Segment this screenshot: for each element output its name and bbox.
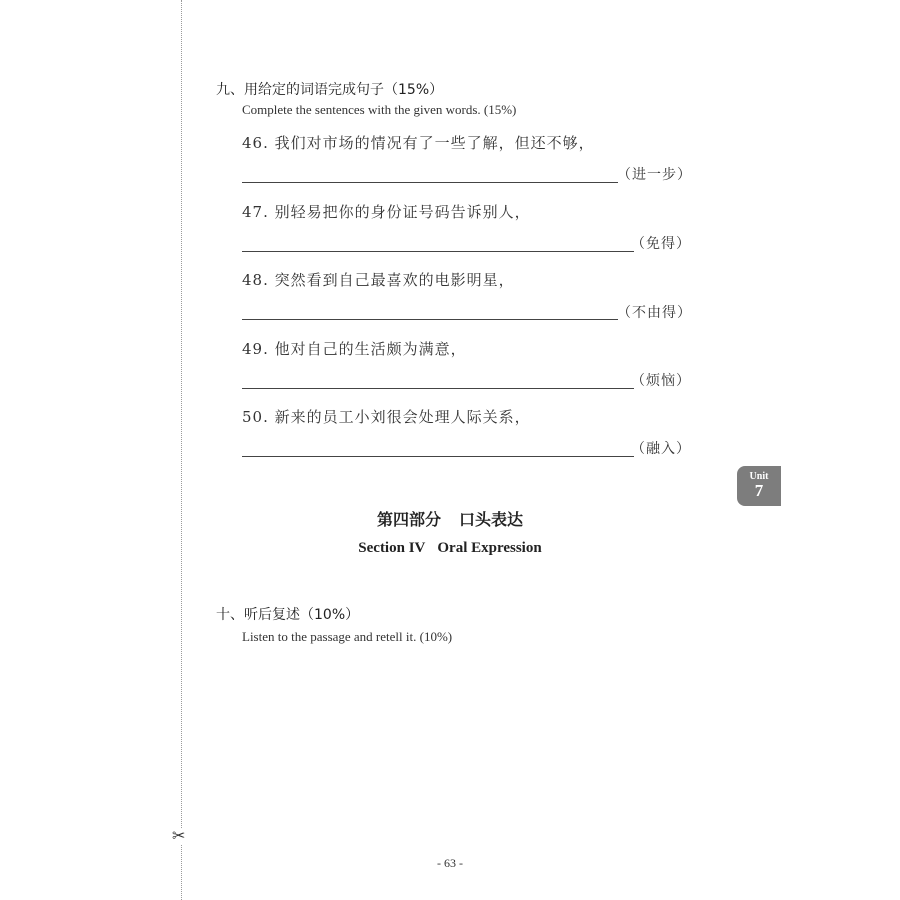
question-49-text: 49. 他对自己的生活颇为满意， [242, 340, 467, 358]
page-number: - 63 - [437, 856, 463, 870]
part-4-title [0, 507, 900, 530]
question-47-text: 47. 别轻易把你的身份证号码告诉别人， [242, 203, 531, 221]
unit-tab-label: Unit [749, 471, 769, 482]
question-47-hint: （免得） [631, 236, 691, 252]
part-4-subtitle-name: Oral Expression [437, 540, 542, 556]
cut-line [181, 0, 182, 900]
question-46-text: 46. 我们对市场的情况有了一些了解，但还不够， [242, 134, 595, 152]
question-46-hint: （进一步） [617, 167, 692, 183]
unit-tab [737, 466, 781, 506]
question-48-hint: （不由得） [617, 305, 692, 321]
part-4-subtitle-part: Section IV [358, 540, 426, 556]
section-10-heading: 十、听后复述（10%） [216, 607, 360, 623]
question-50-hint: （融入） [631, 441, 691, 457]
question-47-answer-line[interactable] [242, 251, 634, 252]
question-49-answer-line[interactable] [242, 388, 634, 389]
question-49-hint: （烦恼） [631, 373, 691, 389]
question-50-answer-line[interactable] [242, 456, 634, 457]
unit-tab-number: 7 [754, 481, 764, 500]
part-4-title-part: 第四部分 [376, 510, 441, 529]
question-48-text: 48. 突然看到自己最喜欢的电影明星， [242, 271, 515, 289]
scissors-icon: ✂ [172, 826, 186, 845]
question-50-text: 50. 新来的员工小刘很会处理人际关系， [242, 408, 531, 426]
part-4-subtitle [0, 540, 900, 557]
question-48-answer-line[interactable] [242, 319, 618, 320]
question-46-answer-line[interactable] [242, 182, 618, 183]
section-9-heading: 九、用给定的词语完成句子（15%） [216, 82, 444, 98]
section-9-subtitle: Complete the sentences with the given words. (15%) [242, 102, 517, 117]
part-4-title-name: 口头表达 [459, 510, 524, 529]
section-10-subtitle: Listen to the passage and retell it. (10%) [242, 629, 453, 644]
